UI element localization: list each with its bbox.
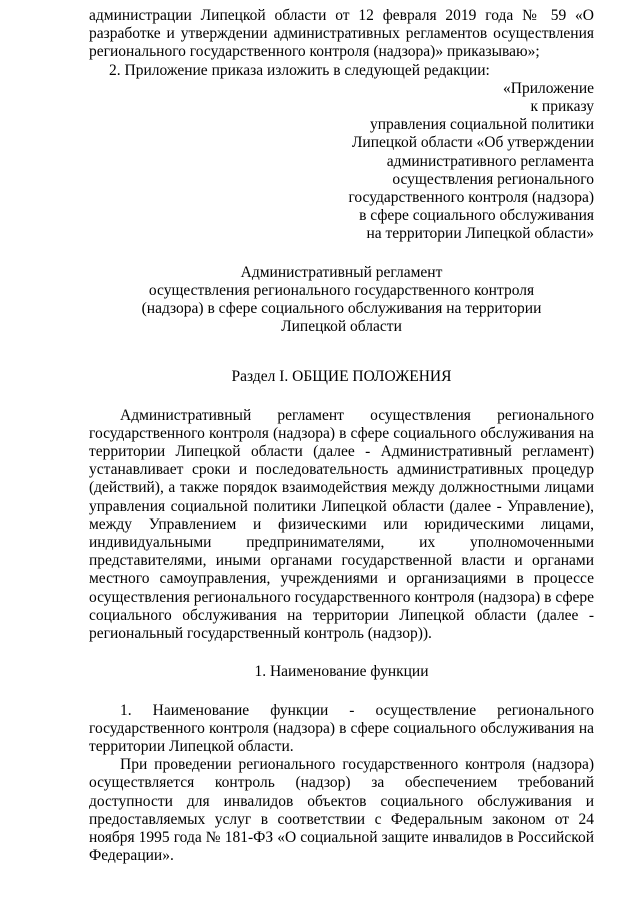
title-line: Административный регламент xyxy=(240,263,443,281)
appendix-line: административного регламента xyxy=(386,152,594,170)
subsection-1-heading: 1. Наименование функции xyxy=(254,663,429,681)
appendix-line: в сфере социального обслуживания xyxy=(359,207,594,225)
title-line: (надзора) в сфере социального обслуживания на территории xyxy=(141,300,542,318)
title-line: осуществления регионального государственного контроля xyxy=(148,281,535,299)
item-2-paragraph: 2. Приложение приказа изложить в следующей редакции: xyxy=(109,61,490,79)
appendix-line: осуществления регионального xyxy=(392,170,594,188)
appendix-line: государственного контроля (надзора) xyxy=(348,189,594,207)
appendix-line: «Приложение xyxy=(503,79,594,97)
title-line: Липецкой области xyxy=(281,318,402,336)
intro-paragraph: администрации Липецкой области от 12 февраля 2019 года № 59 «О разработке и утверждении административных регламентов осуществления регионального государственного контроля (надзора)» приказываю»; xyxy=(89,7,594,61)
section-1-heading: Раздел I. ОБЩИЕ ПОЛОЖЕНИЯ xyxy=(231,368,452,386)
appendix-line: управления социальной политики xyxy=(369,116,594,134)
document-title xyxy=(89,264,594,337)
appendix-line: Липецкой области «Об утверждении xyxy=(351,134,594,152)
item-1-paragraph: 1. Наименование функции - осуществление регионального государственного контроля (надзора) в сфере социального обслуживания на территории Липецкой области. xyxy=(89,701,594,755)
appendix-line: к приказу xyxy=(530,98,594,116)
appendix-line: на территории Липецкой области» xyxy=(366,225,594,243)
general-provisions-paragraph: Административный регламент осуществления регионального государственного контроля (надзора) в сфере социального обслуживания на территории Липецкой области (далее - Административный регламент) устанавливает сроки и последовательность административных процедур (действий), а также порядок взаимодействия между должностными лицами управления социальной политики Липецкой области (далее - Управление), между Управлением и физическими или юридическими лицами, индивидуальными предпринимателями, их уполномоченными представителями, иными органами государственной власти и органами местного самоуправления, учреждениями и организациями в процессе осуществления регионального государственного контроля (надзора) в сфере социального обслуживания на территории Липецкой области (далее - региональный государственный контроль (надзор)). xyxy=(89,406,594,643)
document-page xyxy=(89,7,594,865)
appendix-block xyxy=(89,80,594,244)
control-paragraph: При проведении регионального государственного контроля (надзора) осуществляется контроль (надзор) за обеспечением требований доступности для инвалидов объектов социального обслуживания и предоставляемых услуг в соответствии с Федеральным законом от 24 ноября 1995 года № 181-ФЗ «О социальной защите инвалидов в Российской Федерации». xyxy=(89,756,594,865)
